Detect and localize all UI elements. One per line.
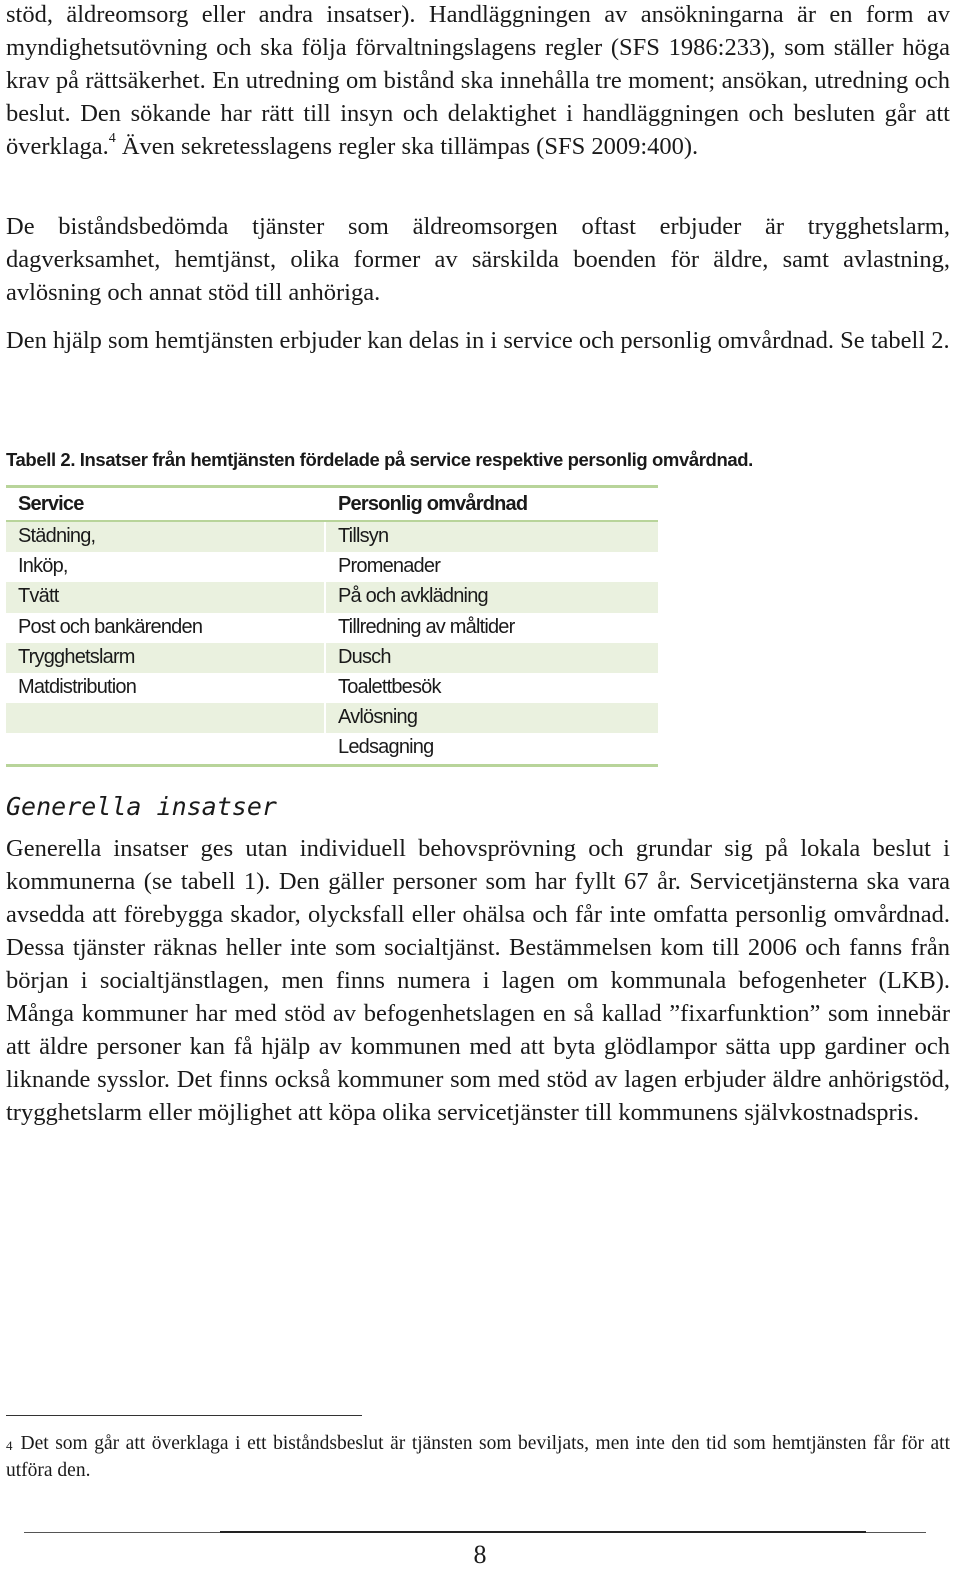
footnote-divider <box>6 1415 362 1416</box>
column-header-service: Service <box>18 493 84 515</box>
table-cell: Post och bankärenden <box>18 615 203 638</box>
table-cell: Tillredning av måltider <box>324 613 658 643</box>
table-cell: Tvätt <box>6 582 324 612</box>
section-heading: Generella insatser <box>6 792 277 821</box>
paragraph-services: De biståndsbedömda tjänster som äldreomsorgen oftast erbjuder är trygghetslarm, dagverksamhet, hemtjänst, olika former av särskilda boenden för äldre, samt avlastning, avlösning och annat stöd till anhöriga. <box>6 213 950 306</box>
table-cell: Matdistribution <box>18 675 137 698</box>
table-cell: Inköp, <box>18 555 68 578</box>
table-header-row <box>6 488 658 522</box>
table-cell: Promenader <box>324 552 658 582</box>
table-row <box>6 733 658 763</box>
table-cell <box>6 733 324 763</box>
paragraph-intro-text: stöd, äldreomsorg eller andra insatser). Handläggningen av ansökningarna är en form av myndighetsutövning och ska följa förvaltningslagens regler (SFS 1986:233), som ställer höga krav på rättsäkerhet. En utredning om bistånd ska innehålla tre moment; ansökan, utredning och beslut. Den sökande har rätt till insyn och delaktighet i handläggningen och besluten går att överklaga. <box>6 1 950 160</box>
paragraph-intro <box>6 0 950 163</box>
footnote-mark: 4 <box>6 1438 13 1453</box>
table-cell: Toalettbesök <box>324 673 658 703</box>
table-row <box>6 643 658 673</box>
table-cell: På och avklädning <box>324 582 658 612</box>
table-cell: Dusch <box>324 643 658 673</box>
table-row <box>6 613 658 643</box>
table-cell: Tillsyn <box>324 522 658 552</box>
table-cell <box>6 703 324 733</box>
table-cell: Trygghetslarm <box>6 643 324 673</box>
table-row <box>6 582 658 612</box>
footnote-reference: 4 <box>108 131 116 146</box>
footnote <box>6 1430 950 1484</box>
page-footer-divider-accent <box>220 1531 866 1533</box>
table-row <box>6 673 658 703</box>
column-header-personal-care: Personlig omvårdnad <box>324 488 658 520</box>
paragraph-intro-continuation: Även sekretesslagens regler ska tillämpas (SFS 2009:400). <box>115 133 699 160</box>
table-row <box>6 552 658 582</box>
table-cell: Ledsagning <box>324 733 658 763</box>
table-row <box>6 703 658 733</box>
table-cell: Städning, <box>6 522 324 552</box>
table-caption: Tabell 2. Insatser från hemtjänsten fördelade på service respektive personlig omvårdnad. <box>6 449 753 470</box>
paragraph-general-services: Generella insatser ges utan individuell behovsprövning och grundar sig på lokala beslut i kommunerna (se tabell 1). Den gäller personer som har fyllt 67 år. Servicetjänsterna ska vara avsedda att förebygga skador, olycksfall eller ohälsa och får inte omfatta personlig omvårdnad. Dessa tjänster räknas heller inte som socialtjänst. Bestämmelsen kom till 2006 och fanns från början i socialtjänstlagen, men finns numera i lagen om kommunala befogenheter (LKB). Många kommuner har med stöd av befogenhetslagen en så kallad ”fixarfunktion” som innebär att äldre personer kan få hjälp av kommunen med att byta glödlampor sätta upp gardiner och liknande sysslor. Det finns också kommuner som med stöd av lagen erbjuder äldre anhörigstöd, trygghetslarm eller möjlighet att köpa olika servicetjänster till kommunens självkostnadspris. <box>6 835 950 1126</box>
footnote-text: Det som går att överklaga i ett biståndsbeslut är tjänsten som beviljats, men inte den tid som hemtjänsten får för att utföra den. <box>6 1433 950 1481</box>
paragraph-home-care: Den hjälp som hemtjänsten erbjuder kan delas in i service och personlig omvårdnad. Se tabell 2. <box>6 327 950 354</box>
table-row <box>6 522 658 552</box>
services-table <box>6 485 658 767</box>
table-cell: Avlösning <box>324 703 658 733</box>
page-number: 8 <box>473 1540 487 1569</box>
